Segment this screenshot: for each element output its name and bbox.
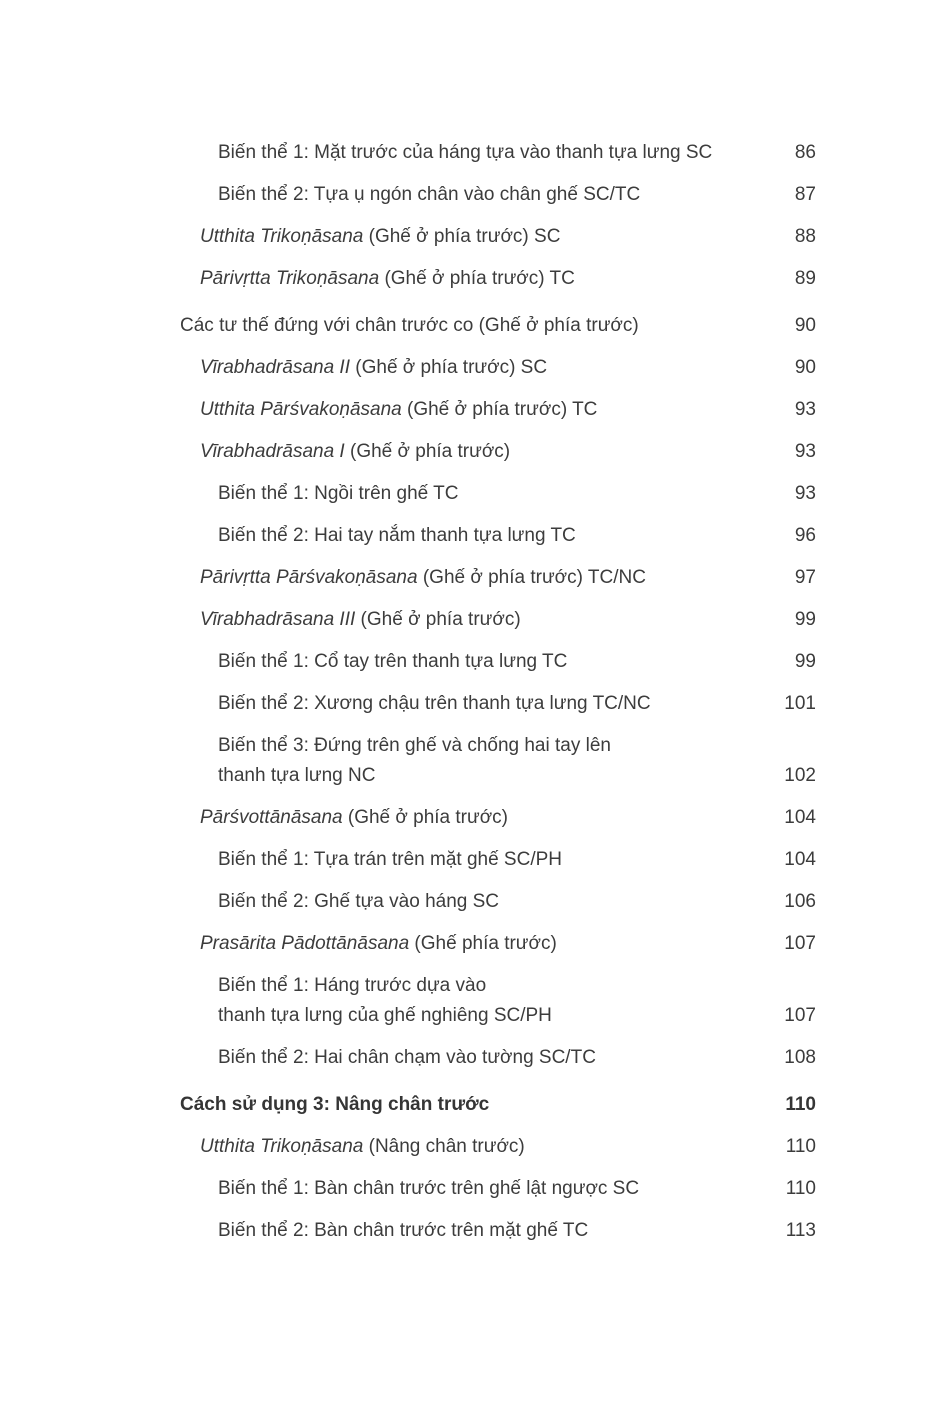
toc-entry-page: 99 xyxy=(794,609,816,630)
toc-entry-title: Biến thể 2: Bàn chân trước trên mặt ghế TC xyxy=(218,1220,589,1241)
toc-entry-page: 110 xyxy=(785,1178,816,1199)
toc-entry-page: 93 xyxy=(794,441,816,462)
toc-entry-title: Biến thể 2: Ghế tựa vào háng SC xyxy=(218,891,500,912)
toc-entry xyxy=(180,311,816,341)
toc-entry-pose-name: Vīrabhadrāsana III xyxy=(200,609,356,630)
toc-list xyxy=(180,138,816,1258)
toc-entry-title: Biến thể 1: Ngồi trên ghế TC xyxy=(218,483,459,504)
toc-entry-page: 102 xyxy=(784,765,816,786)
toc-entry-page: 107 xyxy=(784,1005,816,1026)
toc-entry-title: Vīrabhadrāsana II (Ghế ở phía trước) SC xyxy=(200,357,548,378)
toc-entry-pose-name: Pārśvottānāsana xyxy=(200,807,343,828)
toc-entry-pose-name: Pārivṛtta Pārśvakoṇāsana xyxy=(200,567,418,588)
toc-entry-page: 108 xyxy=(784,1047,816,1068)
toc-entry-page: 99 xyxy=(794,651,816,672)
toc-entry-page: 93 xyxy=(794,483,816,504)
toc-entry xyxy=(180,180,816,210)
toc-entry xyxy=(180,887,816,917)
toc-entry-title: Biến thể 2: Hai tay nắm thanh tựa lưng TC xyxy=(218,525,576,546)
toc-entry xyxy=(180,521,816,551)
toc-entry-page: 86 xyxy=(794,142,816,163)
toc-entry-title: Vīrabhadrāsana I (Ghế ở phía trước) xyxy=(200,441,511,462)
toc-entry xyxy=(180,222,816,252)
toc-entry-title: Utthita Trikoṇāsana (Nâng chân trước) xyxy=(200,1136,525,1157)
toc-entry-page: 104 xyxy=(784,849,816,870)
toc-entry xyxy=(180,138,816,168)
toc-entry-title: Biến thể 1: Mặt trước của háng tựa vào thanh tựa lưng SC xyxy=(218,142,713,163)
toc-entry-page: 107 xyxy=(784,933,816,954)
toc-entry-title: Biến thể 1: Bàn chân trước trên ghế lật ngược SC xyxy=(218,1178,640,1199)
toc-entry-pose-name: Pārivṛtta Trikoṇāsana xyxy=(200,268,380,289)
toc-entry-page: 113 xyxy=(785,1220,816,1241)
toc-entry-page: 104 xyxy=(784,807,816,828)
toc-entry-title: Pārivṛtta Trikoṇāsana (Ghế ở phía trước) TC xyxy=(200,268,575,289)
toc-entry-page: 90 xyxy=(794,315,816,336)
toc-entry xyxy=(180,731,816,791)
toc-entry-page: 106 xyxy=(784,891,816,912)
toc-entry-title: Vīrabhadrāsana III (Ghế ở phía trước) xyxy=(200,609,521,630)
toc-entry-title: Cách sử dụng 3: Nâng chân trước xyxy=(180,1094,490,1115)
toc-entry-title: Biến thể 2: Tựa ụ ngón chân vào chân ghế SC/TC xyxy=(218,184,641,205)
toc-entry-pose-name: Utthita Trikoṇāsana xyxy=(200,1136,364,1157)
toc-entry xyxy=(180,437,816,467)
toc-entry xyxy=(180,1216,816,1246)
toc-entry-page: 93 xyxy=(794,399,816,420)
toc-entry-title: Biến thể 3: Đứng trên ghế và chống hai tay lên thanh tựa lưng NC xyxy=(218,735,611,786)
toc-entry xyxy=(180,1043,816,1073)
toc-entry-page: 101 xyxy=(784,693,816,714)
toc-entry-title: Pārivṛtta Pārśvakoṇāsana (Ghế ở phía trước) TC/NC xyxy=(200,567,646,588)
toc-entry-title: Utthita Trikoṇāsana (Ghế ở phía trước) SC xyxy=(200,226,561,247)
toc-entry-page: 87 xyxy=(794,184,816,205)
toc-entry-title: Biến thể 2: Hai chân chạm vào tường SC/TC xyxy=(218,1047,596,1068)
toc-entry xyxy=(180,803,816,833)
toc-entry xyxy=(180,1132,816,1162)
toc-entry xyxy=(180,605,816,635)
toc-entry xyxy=(180,845,816,875)
toc-entry xyxy=(180,1090,816,1120)
toc-entry-page: 110 xyxy=(785,1136,816,1157)
toc-entry-title: Prasārita Pādottānāsana (Ghế phía trước) xyxy=(200,933,557,954)
toc-entry xyxy=(180,479,816,509)
toc-entry xyxy=(180,264,816,294)
toc-entry-pose-name: Utthita Trikoṇāsana xyxy=(200,226,364,247)
toc-entry-pose-name: Vīrabhadrāsana II xyxy=(200,357,350,378)
toc-entry-title: Biến thể 1: Háng trước dựa vào thanh tựa lưng của ghế nghiêng SC/PH xyxy=(218,975,552,1026)
toc-entry-title: Các tư thế đứng với chân trước co (Ghế ở phía trước) xyxy=(180,315,639,336)
toc-entry-title: Utthita Pārśvakoṇāsana (Ghế ở phía trước) TC xyxy=(200,399,598,420)
toc-entry xyxy=(180,563,816,593)
toc-entry-title: Pārśvottānāsana (Ghế ở phía trước) xyxy=(200,807,508,828)
toc-entry-page: 89 xyxy=(794,268,816,289)
toc-entry-pose-name: Prasārita Pādottānāsana xyxy=(200,933,410,954)
toc-entry-page: 90 xyxy=(794,357,816,378)
toc-entry-title: Biến thể 1: Cổ tay trên thanh tựa lưng TC xyxy=(218,651,568,672)
toc-entry-pose-name: Utthita Pārśvakoṇāsana xyxy=(200,399,402,420)
toc-entry-page: 110 xyxy=(785,1094,816,1115)
toc-entry-title: Biến thể 2: Xương chậu trên thanh tựa lưng TC/NC xyxy=(218,693,651,714)
toc-entry xyxy=(180,689,816,719)
toc-entry xyxy=(180,353,816,383)
toc-entry-page: 96 xyxy=(794,525,816,546)
toc-entry xyxy=(180,1174,816,1204)
toc-entry-pose-name: Vīrabhadrāsana I xyxy=(200,441,345,462)
toc-entry-title: Biến thể 1: Tựa trán trên mặt ghế SC/PH xyxy=(218,849,562,870)
toc-entry xyxy=(180,971,816,1031)
toc-entry xyxy=(180,395,816,425)
toc-entry xyxy=(180,647,816,677)
toc-entry xyxy=(180,929,816,959)
toc-entry-page: 97 xyxy=(794,567,816,588)
toc-entry-page: 88 xyxy=(794,226,816,247)
